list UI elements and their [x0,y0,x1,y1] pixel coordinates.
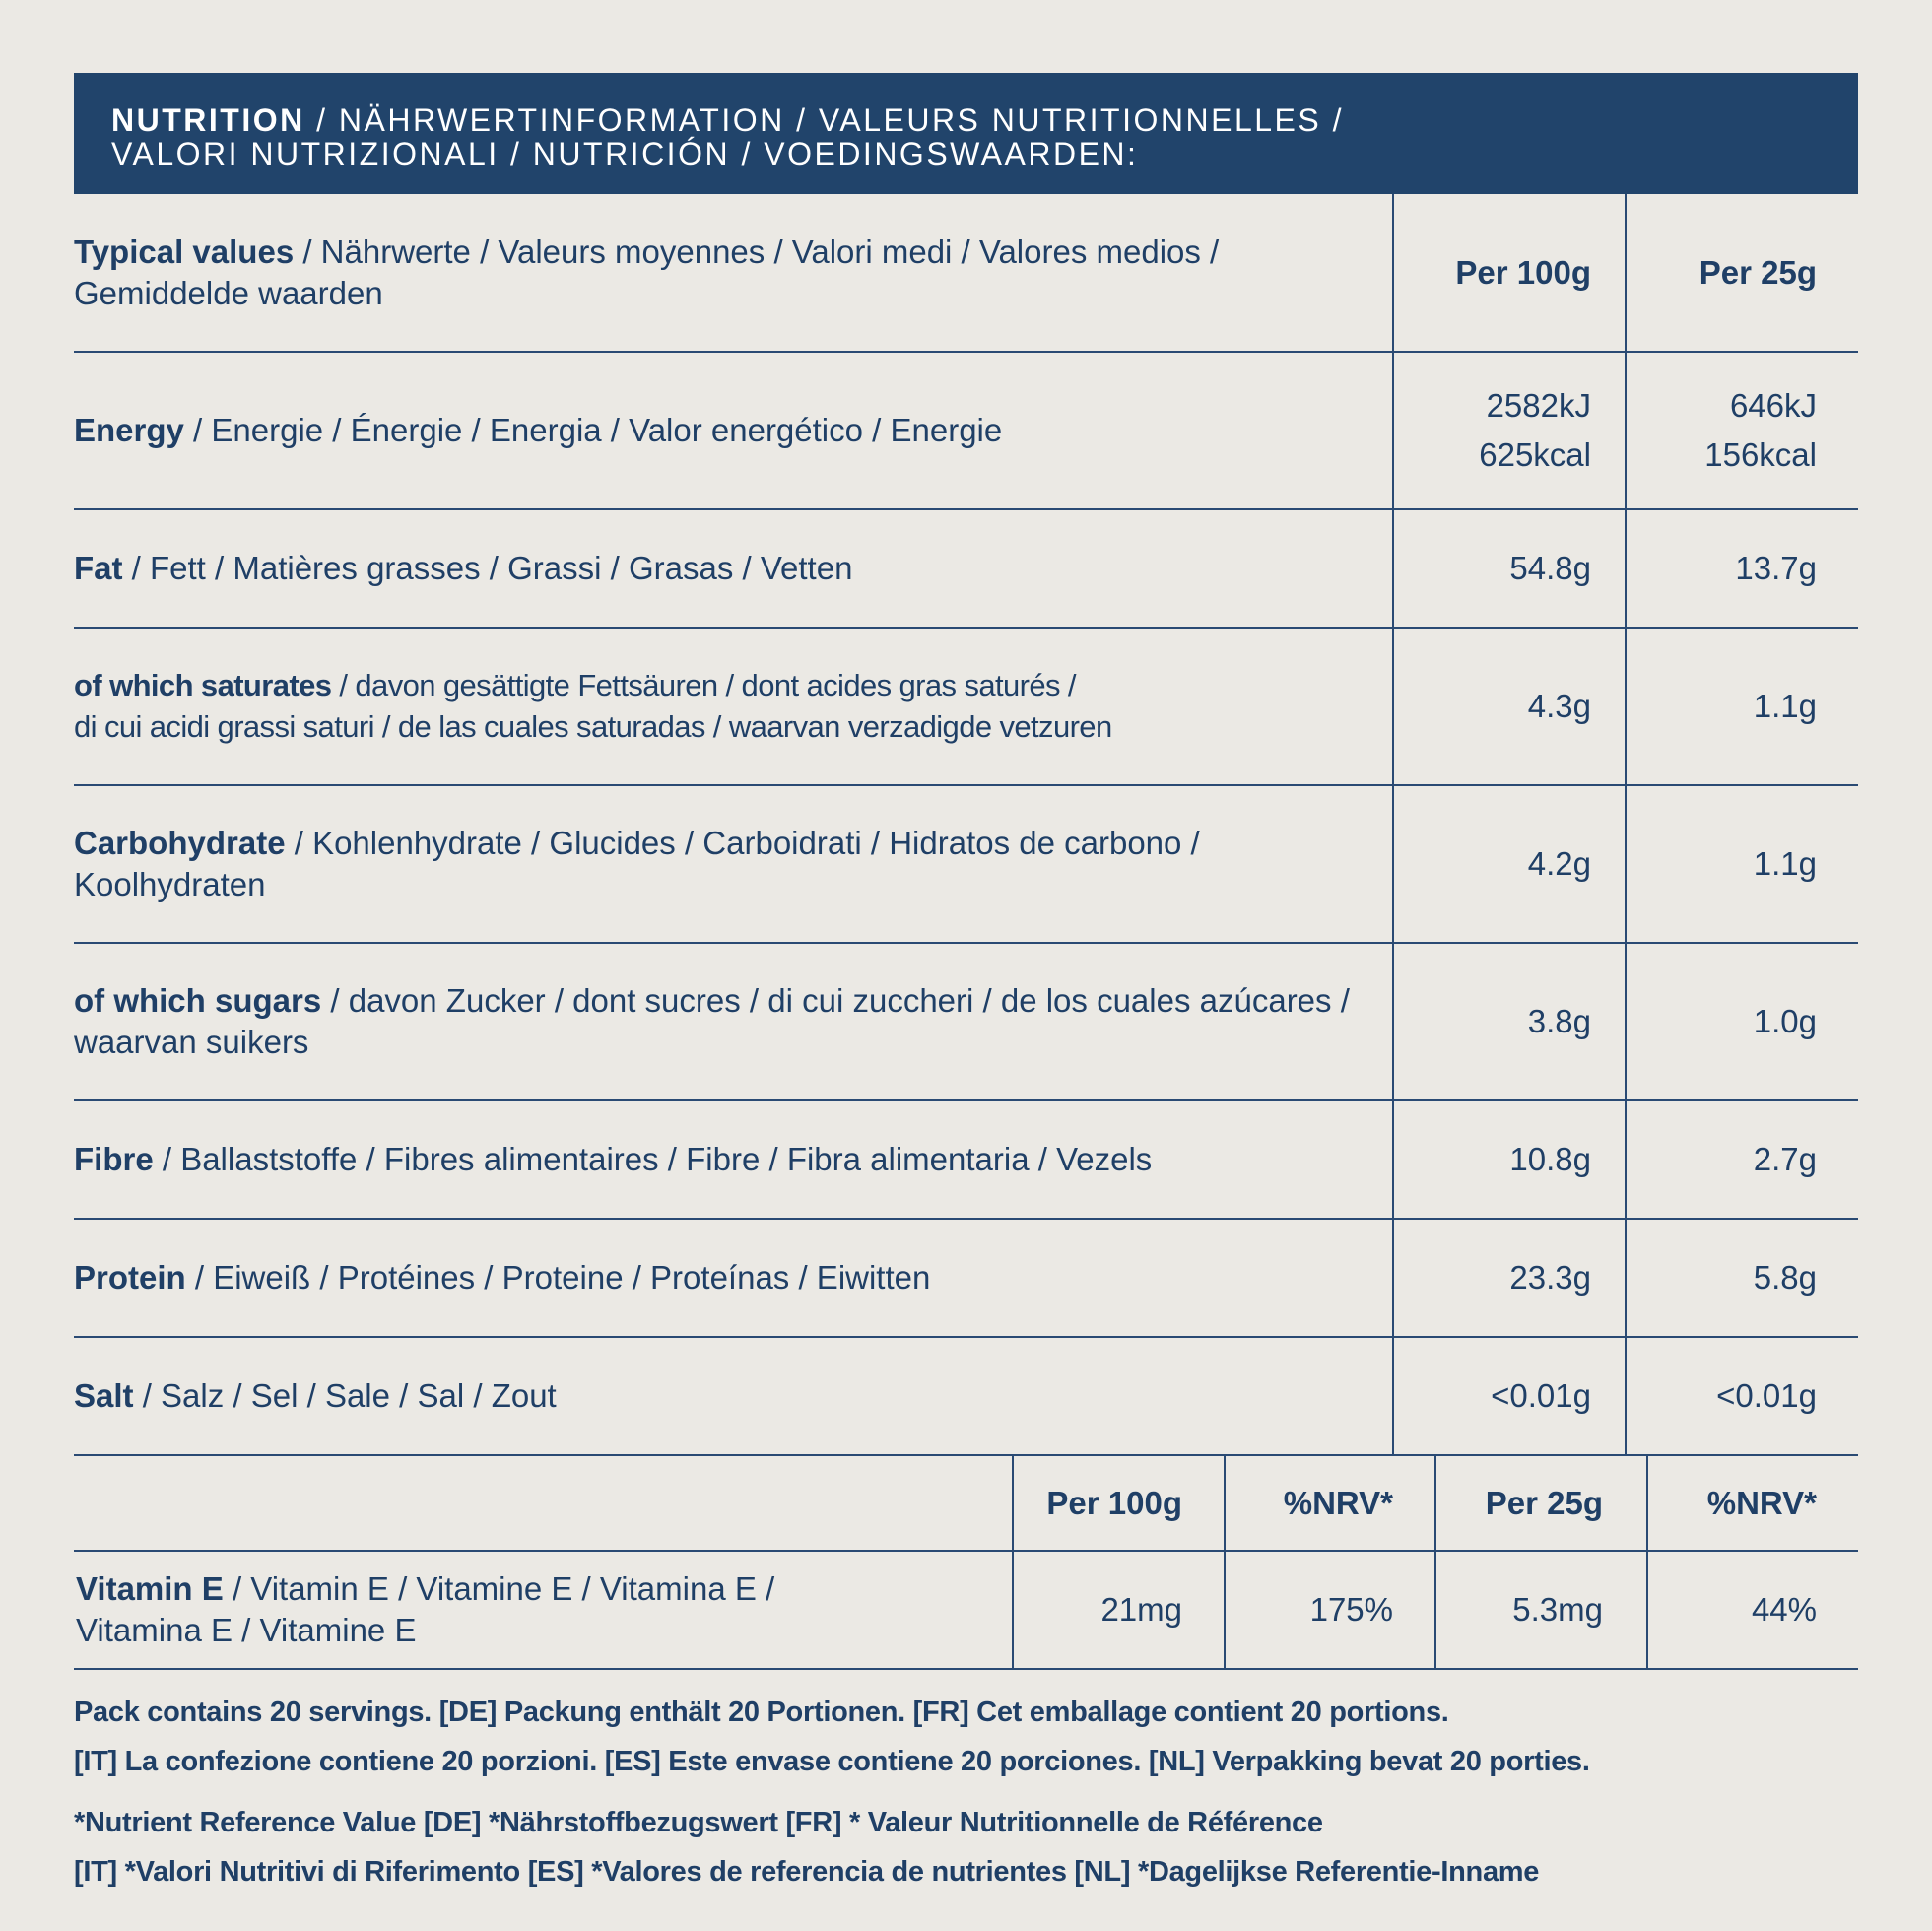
row-label-rest: / Kohlenhydrate / Glucides / Carboidrati / Hidratos de carbono / [285,825,1200,861]
row-label-line2: waarvan suikers [74,1024,309,1060]
vitamin-header-blank [74,1456,1013,1551]
value-per-100g: 10.8g [1393,1100,1626,1219]
row-label [74,785,1393,943]
value-per-100g: 3.8g [1393,943,1626,1100]
vitamin-header-nrv-100g: %NRV* [1225,1456,1435,1551]
row-label-bold: Fat [74,550,123,586]
row-label-bold: Carbohydrate [74,825,286,861]
column-header-per-100g: Per 100g [1393,194,1626,352]
value-per-25g: 1.0g [1626,943,1858,1100]
table-row-fibre [74,1100,1858,1219]
value-per-100g: 4.2g [1393,785,1626,943]
energy-kj-100g: 2582kJ [1486,387,1591,424]
table-row-energy [74,352,1858,509]
row-label-bold: of which sugars [74,982,322,1019]
table-row-protein [74,1219,1858,1337]
vitamin-e-nrv-25g: 44% [1647,1551,1858,1669]
vitamin-header-nrv-25g: %NRV* [1647,1456,1858,1551]
vitamin-header-per-100g: Per 100g [1013,1456,1225,1551]
row-label [74,352,1393,509]
row-label-rest: / davon gesättigte Fettsäuren / dont acides gras saturés / [331,668,1076,702]
servings-note-line-1: Pack contains 20 servings. [DE] Packung enthält 20 Portionen. [FR] Cet emballage contient 20 portions. [74,1697,1449,1728]
energy-kcal-25g: 156kcal [1704,436,1817,473]
row-label [74,509,1393,628]
row-label-bold: Salt [74,1377,134,1414]
table-row-typical-values [74,194,1858,352]
row-label-line2: Vitamina E / Vitamine E [76,1612,417,1648]
table-row-fat [74,509,1858,628]
row-label-bold: Typical values [74,233,295,270]
value-per-100g: 23.3g [1393,1219,1626,1337]
value-per-100g: 54.8g [1393,509,1626,628]
nutrition-table [74,194,1858,1456]
row-label [74,1100,1393,1219]
value-per-25g: <0.01g [1626,1337,1858,1455]
row-label-line2: Koolhydraten [74,866,266,902]
row-label-bold: of which saturates [74,668,332,702]
vitamin-e-per-100g: 21mg [1013,1551,1225,1669]
value-per-25g: 13.7g [1626,509,1858,628]
row-label-rest: / Ballaststoffe / Fibres alimentaires / Fibre / Fibra alimentaria / Vezels [153,1141,1153,1177]
table-row-salt [74,1337,1858,1455]
header-line-1 [111,103,1858,137]
column-header-per-25g: Per 25g [1626,194,1858,352]
nrv-note-line-2: [IT] *Valori Nutritivi di Riferimento [ES] *Valores de referencia de nutrientes [NL] *Dagelijkse Referentie-Inname [74,1856,1540,1888]
row-label-line2: di cui acidi grassi saturi / de las cuales saturadas / waarvan verzadigde vetzuren [74,709,1112,744]
nutrition-header [74,73,1858,194]
row-label-rest: / Vitamin E / Vitamine E / Vitamina E / [223,1570,775,1607]
value-per-25g: 5.8g [1626,1219,1858,1337]
energy-kj-25g: 646kJ [1729,387,1817,424]
row-label [74,1219,1393,1337]
row-label-bold: Fibre [74,1141,154,1177]
header-title-strong: NUTRITION [111,102,305,138]
footer-gap [74,1786,1858,1798]
row-label-rest: / Fett / Matières grasses / Grassi / Grasas / Vetten [122,550,853,586]
row-label-bold: Protein [74,1259,186,1296]
table-row-sugars [74,943,1858,1100]
row-label-rest: / Nährwerte / Valeurs moyennes / Valori medi / Valores medios / [294,233,1220,270]
footer-notes [74,1688,1858,1897]
vitamin-e-nrv-100g: 175% [1225,1551,1435,1669]
header-line-2: VALORI NUTRIZIONALI / NUTRICIÓN / VOEDINGSWAARDEN: [111,136,1139,171]
value-per-25g: 1.1g [1626,628,1858,785]
vitamin-header-per-25g: Per 25g [1435,1456,1647,1551]
row-label-line2: Gemiddelde waarden [74,274,383,311]
value-per-100g: <0.01g [1393,1337,1626,1455]
nrv-note-line-1: *Nutrient Reference Value [DE] *Nährstoffbezugswert [FR] * Valeur Nutritionnelle de Référence [74,1807,1323,1838]
vitamin-e-per-25g: 5.3mg [1435,1551,1647,1669]
table-row-vitamin-e [74,1551,1858,1669]
table-row-carbohydrate [74,785,1858,943]
row-label [74,194,1393,352]
energy-kcal-100g: 625kcal [1479,436,1591,473]
row-label-rest: / Eiweiß / Protéines / Proteine / Proteínas / Eiwitten [185,1259,931,1296]
row-label [74,628,1393,785]
row-label [74,1551,1013,1669]
value-per-100g [1393,352,1626,509]
value-per-25g: 1.1g [1626,785,1858,943]
servings-note-line-2: [IT] La confezione contiene 20 porzioni. [ES] Este envase contiene 20 porciones. [NL] Verpakking bevat 20 porties. [74,1746,1590,1777]
row-label-bold: Energy [74,412,184,448]
row-label-rest: / Energie / Énergie / Energia / Valor energético / Energie [183,412,1003,448]
row-label [74,943,1393,1100]
row-label-rest: / davon Zucker / dont sucres / di cui zuccheri / de los cuales azúcares / [321,982,1350,1019]
nutrition-label [74,73,1858,1897]
row-label-bold: Vitamin E [76,1570,224,1607]
value-per-25g [1626,352,1858,509]
value-per-100g: 4.3g [1393,628,1626,785]
header-title-rest: / NÄHRWERTINFORMATION / VALEURS NUTRITIONNELLES / [304,102,1344,138]
row-label [74,1337,1393,1455]
vitamin-table [74,1456,1858,1670]
vitamin-header-row [74,1456,1858,1551]
value-per-25g: 2.7g [1626,1100,1858,1219]
row-label-rest: / Salz / Sel / Sale / Sal / Zout [133,1377,557,1414]
table-row-saturates [74,628,1858,785]
